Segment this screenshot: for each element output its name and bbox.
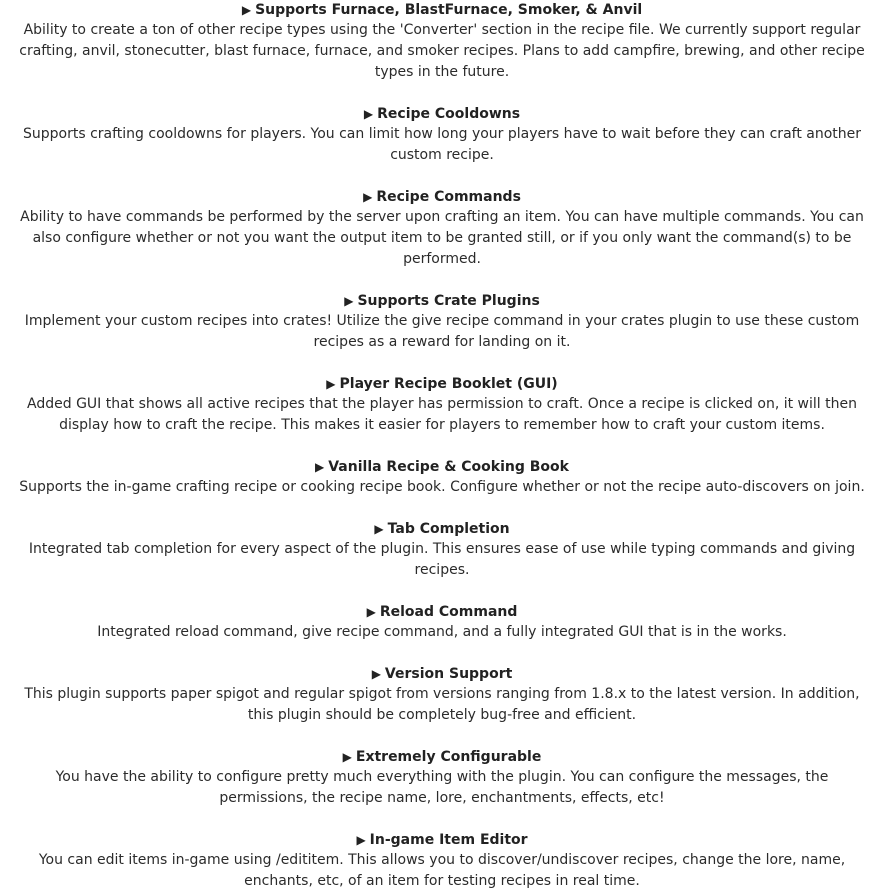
feature-title xyxy=(12,664,872,684)
feature-title-text: In-game Item Editor xyxy=(369,832,528,848)
feature-title-text: Supports Furnace, BlastFurnace, Smoker, & Anvil xyxy=(255,2,643,18)
feature-title xyxy=(12,602,872,622)
feature-title-text: Vanilla Recipe & Cooking Book xyxy=(328,459,569,475)
play-arrow-icon: ▶ xyxy=(241,3,252,17)
feature-item xyxy=(12,187,872,270)
feature-title xyxy=(12,291,872,311)
feature-description: You have the ability to configure pretty much everything with the plugin. You can configure the messages, the permissions, the recipe name, lore, enchantments, effects, etc! xyxy=(55,769,829,806)
play-arrow-icon: ▶ xyxy=(344,294,354,308)
feature-title-text: Extremely Configurable xyxy=(355,749,542,765)
feature-title xyxy=(12,830,872,850)
feature-title xyxy=(12,374,872,394)
feature-description: Integrated tab completion for every aspect of the plugin. This ensures ease of use while typing commands and giving recipes. xyxy=(28,541,856,578)
feature-title-text: Tab Completion xyxy=(387,521,510,537)
play-arrow-icon: ▶ xyxy=(371,667,381,681)
feature-description: Added GUI that shows all active recipes that the player has permission to craft. Once a recipe is clicked on, it will then display how to craft the recipe. This makes it easier for players to remember how to craft your custom items. xyxy=(27,396,857,433)
play-arrow-icon: ▶ xyxy=(356,833,366,847)
feature-title xyxy=(12,187,872,207)
feature-item xyxy=(12,291,872,353)
feature-title xyxy=(12,747,872,767)
feature-item xyxy=(12,104,872,166)
feature-description: This plugin supports paper spigot and regular spigot from versions ranging from 1.8.x to the latest version. In addition, this plugin should be completely bug-free and efficient. xyxy=(24,686,860,723)
feature-title-text: Version Support xyxy=(384,666,513,682)
feature-description: Ability to have commands be performed by the server upon crafting an item. You can have multiple commands. You can also configure whether or not you want the output item to be granted still, or if you only want the command(s) to be performed. xyxy=(20,209,864,267)
feature-item xyxy=(12,519,872,581)
feature-description: Ability to create a ton of other recipe types using the 'Converter' section in the recipe file. We currently support regular crafting, anvil, stonecutter, blast furnace, furnace, and smoker recipes. Plans to add campfire, brewing, and other recipe types in the future. xyxy=(19,22,865,80)
feature-title xyxy=(12,0,872,20)
feature-description: Supports the in-game crafting recipe or cooking recipe book. Configure whether or not the recipe auto-discovers on join. xyxy=(19,479,865,495)
feature-title-text: Recipe Commands xyxy=(376,189,521,205)
feature-description: Implement your custom recipes into crates! Utilize the give recipe command in your crates plugin to use these custom recipes as a reward for landing on it. xyxy=(24,313,860,350)
play-arrow-icon: ▶ xyxy=(315,460,325,474)
feature-title xyxy=(12,519,872,539)
feature-item xyxy=(12,664,872,726)
feature-item xyxy=(12,747,872,809)
play-arrow-icon: ▶ xyxy=(374,522,384,536)
play-arrow-icon: ▶ xyxy=(363,190,373,204)
play-arrow-icon: ▶ xyxy=(326,377,336,391)
feature-title xyxy=(12,104,872,124)
play-arrow-icon: ▶ xyxy=(366,605,376,619)
feature-item xyxy=(12,830,872,892)
feature-description: Supports crafting cooldowns for players. You can limit how long your players have to wait before they can craft another custom recipe. xyxy=(22,126,862,163)
feature-item xyxy=(12,374,872,436)
feature-title-text: Player Recipe Booklet (GUI) xyxy=(339,376,558,392)
feature-description: You can edit items in-game using /edititem. This allows you to discover/undiscover recipes, change the lore, name, enchants, etc, of an item for testing recipes in real time. xyxy=(38,852,846,889)
feature-description: Integrated reload command, give recipe command, and a fully integrated GUI that is in the works. xyxy=(97,624,787,640)
feature-title xyxy=(12,457,872,477)
play-arrow-icon: ▶ xyxy=(363,107,374,121)
feature-item xyxy=(12,602,872,643)
feature-title-text: Supports Crate Plugins xyxy=(357,293,540,309)
feature-title-text: Recipe Cooldowns xyxy=(377,106,521,122)
feature-item xyxy=(12,457,872,498)
feature-item xyxy=(12,0,872,83)
play-arrow-icon: ▶ xyxy=(342,750,352,764)
feature-title-text: Reload Command xyxy=(379,604,518,620)
